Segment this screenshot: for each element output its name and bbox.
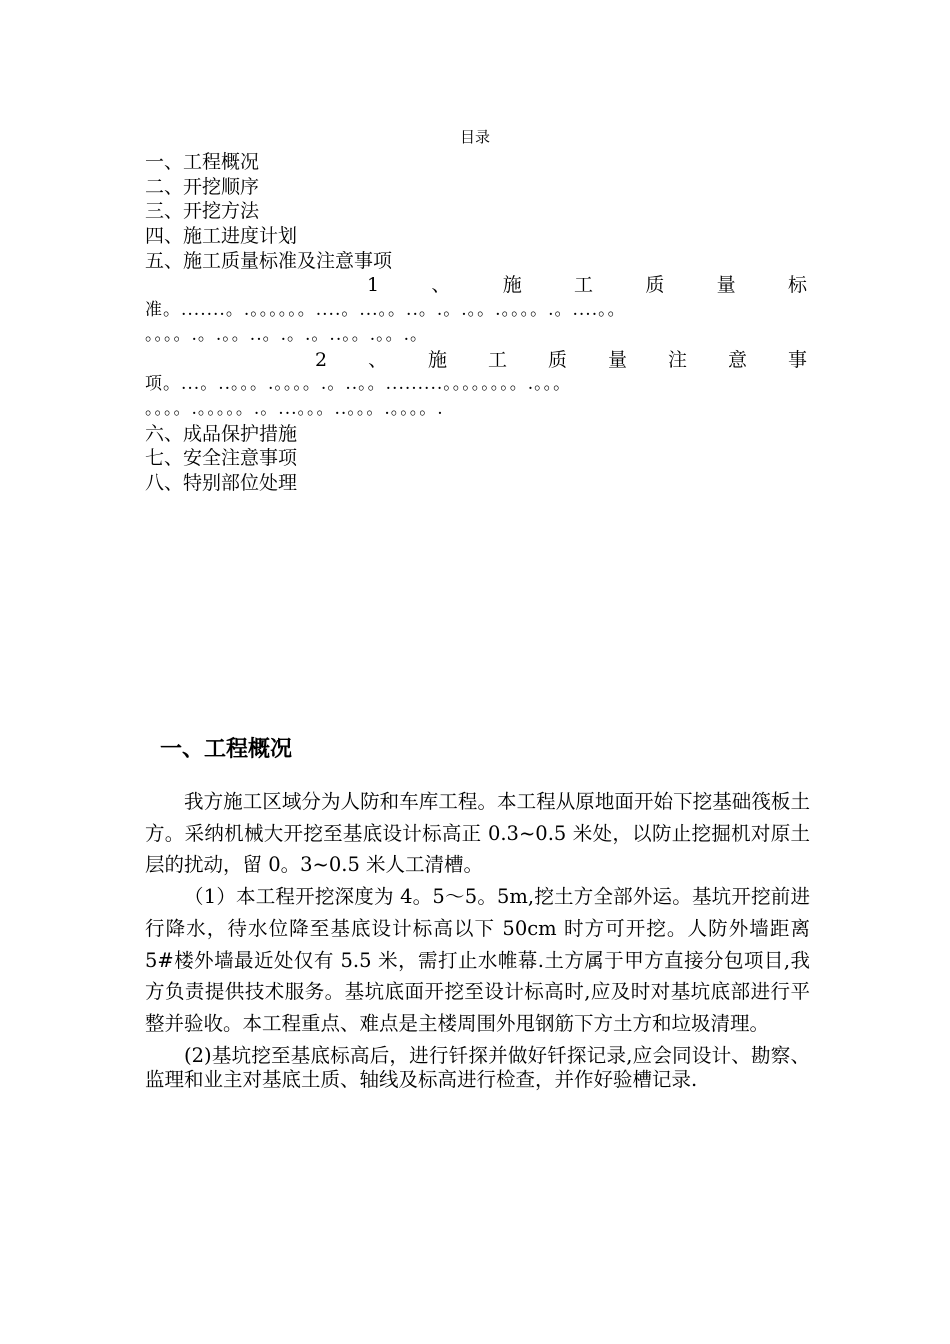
body-paragraph-2: （1）本工程开挖深度为 4。5～5。5m,挖土方全部外运。基坑开挖前进行降水，待水位降至基底设计标高以下 50cm 时方可开挖。人防外墙距离 5#楼外墙最近处仅有 5.5 米，需打止水帷幕.土方属于甲方直接分包项目,我方负责提供技术服务。基坑底面开挖至设计标高时,应及时对基坑底部进行平整并验收。本工程重点、难点是主楼周围外甩钢筋下方土方和垃圾清理。 xyxy=(145,885,810,1035)
toc-subitem-1-heading: 1 、 施 工 质 量 标 xyxy=(367,274,807,297)
toc-item-6: 六、成品保护措施 xyxy=(145,422,298,445)
toc-subitem-2-leader-1: 项。...。..。。。.。。。。.。..。。.........。。。。。。。。.。。。 xyxy=(145,374,572,395)
body-paragraph-3: (2)基坑挖至基底标高后，进行钎探并做好钎探记录,应会同设计、勘察、监理和业主对基底土质、轴线及标高进行检查，并作好验槽记录. xyxy=(145,1043,810,1091)
toc-item-5: 五、施工质量标准及注意事项 xyxy=(145,249,393,272)
toc-item-2: 二、开挖顺序 xyxy=(145,175,260,198)
section-heading: 一、工程概况 xyxy=(160,737,293,762)
toc-subitem-2-heading: 2 、 施 工 质 量 注 意 事 xyxy=(315,348,807,371)
toc-item-3: 三、开挖方法 xyxy=(145,200,260,223)
toc-subitem-1-leader-2: 。。。。.。.。。..。.。.。..。。.。。.。 xyxy=(145,324,429,345)
toc-item-7: 七、安全注意事项 xyxy=(145,447,298,470)
body-paragraph-1: 我方施工区域分为人防和车库工程。本工程从原地面开始下挖基础筏板土方。采纳机械大开挖至基底设计标高正 0.3~0.5 米处，以防止挖掘机对原土层的扰动，留 0。3~0.5 米人工清槽。 xyxy=(145,790,810,877)
section-body xyxy=(145,786,810,1092)
toc-subitem-1-number: 1 xyxy=(367,274,380,297)
toc-subitem-2-leader-2: 。。。。.。。。。。.。...。。。..。。。.。。。。. xyxy=(145,398,444,419)
toc-item-4: 四、施工进度计划 xyxy=(145,225,298,248)
toc-item-8: 八、特别部位处理 xyxy=(145,471,298,494)
table-of-contents xyxy=(145,150,807,496)
toc-subitem-1-leader-1: 准。.......。.。。。。。。....。...。。..。.。.。。.。。。。.。....。。 xyxy=(145,300,626,321)
toc-item-1: 一、工程概况 xyxy=(145,151,260,173)
toc-subitem-2-number: 2 xyxy=(315,348,328,371)
toc-title: 目录 xyxy=(459,128,490,146)
